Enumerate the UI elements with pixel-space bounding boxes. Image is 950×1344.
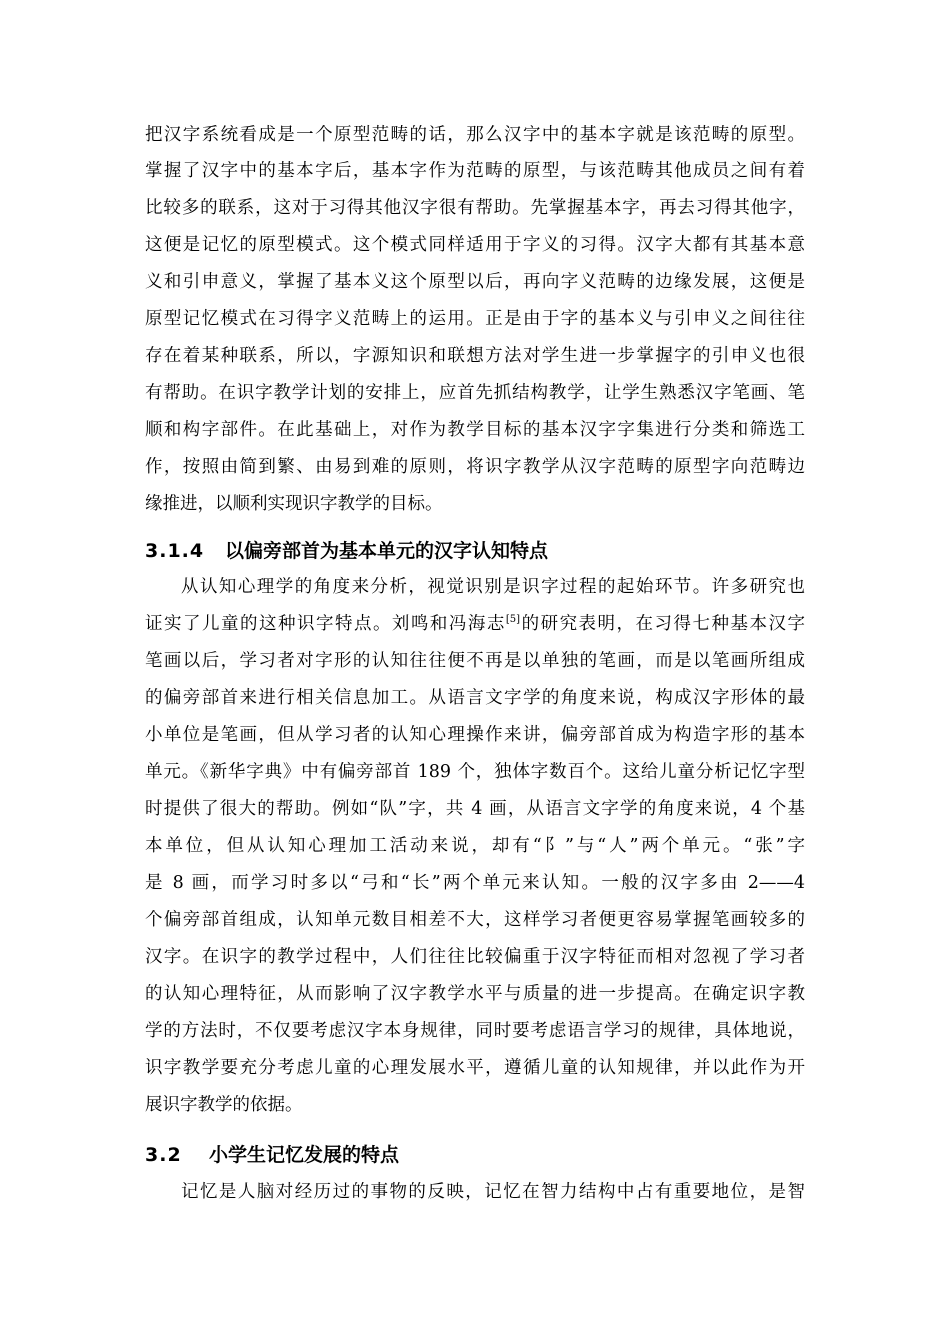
paragraph-line: 时提供了很大的帮助。例如“队”字，共 4 画，从语言文字学的角度来说，4 个基 (145, 799, 805, 819)
paragraph-line: 比较多的联系，这对于习得其他汉字很有帮助。先掌握基本字，再去习得其他字， (145, 198, 805, 218)
section-number: 3.2 (145, 1144, 182, 1166)
paragraph-line: 学的方法时，不仅要考虑汉字本身规律，同时要考虑语言学习的规律，具体地说， (145, 1021, 805, 1041)
paragraph-line: 从认知心理学的角度来分析，视觉识别是识字过程的起始环节。许多研究也 (181, 577, 805, 597)
paragraph-line: 本单位，但从认知心理加工活动来说，却有“阝”与“人”两个单元。“张”字 (145, 836, 805, 856)
paragraph-line: 存在着某种联系，所以，字源知识和联想方法对学生进一步掌握字的引申义也很 (145, 346, 805, 366)
paragraph-line: 顺和构字部件。在此基础上，对作为教学目标的基本汉字字集进行分类和筛选工 (145, 420, 805, 440)
paragraph-line: 小单位是笔画，但从学习者的认知心理操作来讲，偏旁部首成为构造字形的基本 (145, 725, 805, 745)
paragraph-line: 单元。《新华字典》中有偏旁部首 189 个，独体字数百个。这给儿童分析记忆字型 (145, 762, 805, 782)
paragraph-line: 有帮助。在识字教学计划的安排上，应首先抓结构教学，让学生熟悉汉字笔画、笔 (145, 383, 805, 403)
paragraph-line: 展识字教学的依据。 (145, 1095, 303, 1115)
paragraph-line: 个偏旁部首组成，认知单元数目相差不大，这样学习者便更容易掌握笔画较多的 (145, 910, 805, 930)
paragraph-line: 笔画以后，学习者对字形的认知往往便不再是以单独的笔画，而是以笔画所组成 (145, 651, 805, 671)
paragraph-line: 原型记忆模式在习得字义范畴上的运用。正是由于字的基本义与引申义之间往往 (145, 309, 805, 329)
paragraph-line: 缘推进，以顺利实现识字教学的目标。 (145, 494, 443, 514)
text-run: 证实了儿童的这种识字特点。刘鸣和冯海志 (145, 614, 506, 634)
paragraph-line: 这便是记忆的原型模式。这个模式同样适用于字义的习得。汉字大都有其基本意 (145, 235, 805, 255)
paragraph-line: 把汉字系统看成是一个原型范畴的话，那么汉字中的基本字就是该范畴的原型。 (145, 125, 805, 145)
section-title: 以偏旁部首为基本单元的汉字认知特点 (225, 540, 549, 562)
citation-ref[interactable]: [5] (505, 614, 521, 626)
paragraph-line: 汉字。在识字的教学过程中，人们往往比较偏重于汉字特征而相对忽视了学习者 (145, 947, 805, 967)
paragraph-line: 义和引申意义，掌握了基本义这个原型以后，再向字义范畴的边缘发展，这便是 (145, 272, 805, 292)
paragraph-line: 识字教学要充分考虑儿童的心理发展水平，遵循儿童的认知规律，并以此作为开 (145, 1058, 805, 1078)
section-number: 3.1.4 (145, 540, 205, 562)
paragraph-line: 是 8 画，而学习时多以“弓和“长”两个单元来认知。一般的汉字多由 2——4 (145, 873, 805, 893)
paragraph-line: 作，按照由简到繁、由易到难的原则，将识字教学从汉字范畴的原型字向范畴边 (145, 457, 805, 477)
paragraph-line: 记忆是人脑对经历过的事物的反映，记忆在智力结构中占有重要地位，是智 (181, 1182, 805, 1202)
section-heading-3-1-4 (145, 533, 548, 569)
text-run: 的研究表明，在习得七种基本汉字 (520, 614, 806, 634)
paragraph-line (145, 606, 805, 642)
paragraph-line: 的认知心理特征，从而影响了汉字教学水平与质量的进一步提高。在确定识字教 (145, 984, 805, 1004)
section-title: 小学生记忆发展的特点 (209, 1144, 400, 1166)
paragraph-line: 的偏旁部首来进行相关信息加工。从语言文字学的角度来说，构成汉字形体的最 (145, 688, 805, 708)
section-heading-3-2 (145, 1137, 399, 1173)
paragraph-line: 掌握了汉字中的基本字后，基本字作为范畴的原型，与该范畴其他成员之间有着 (145, 161, 805, 181)
